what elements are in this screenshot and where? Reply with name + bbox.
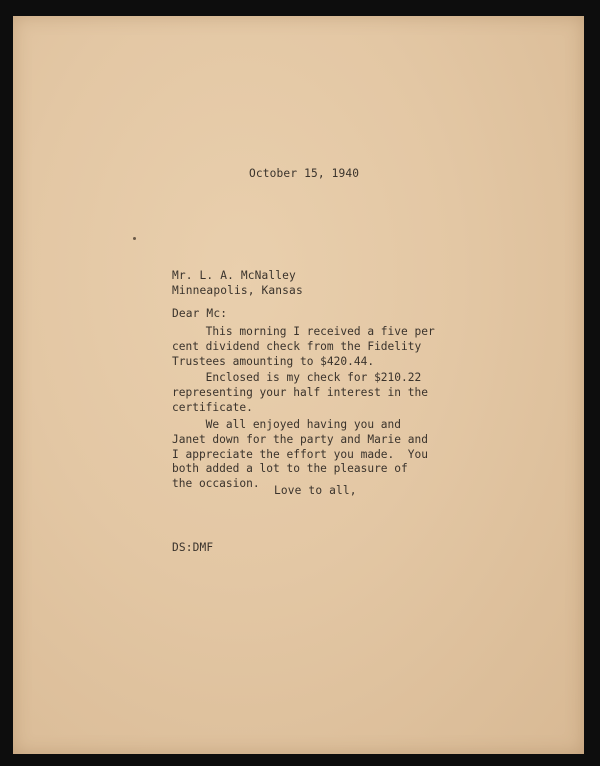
paper-speck	[133, 237, 136, 240]
paragraph-line: We all enjoyed having you and	[172, 418, 402, 431]
paragraph-1	[172, 325, 462, 369]
paragraph-line: This morning I received a five per	[172, 325, 435, 338]
salutation: Dear Mc:	[172, 307, 228, 320]
paragraph-line: representing your half interest in the	[172, 385, 428, 399]
paragraph-line: Trustees amounting to $420.44.	[172, 354, 375, 368]
letter-date: October 15, 1940	[249, 167, 360, 180]
letter-page	[13, 16, 584, 754]
closing: Love to all,	[274, 484, 357, 497]
paragraph-2	[172, 371, 462, 415]
recipient-name: Mr. L. A. McNalley	[172, 269, 296, 282]
paragraph-line: Janet down for the party and Marie and	[172, 432, 428, 446]
paragraph-line: the occasion.	[172, 477, 260, 491]
paragraph-line: cent dividend check from the Fidelity	[172, 339, 422, 353]
recipient-location: Minneapolis, Kansas	[172, 284, 303, 297]
paragraph-line: both added a lot to the pleasure of	[172, 462, 408, 476]
paragraph-3	[172, 418, 462, 492]
typist-initials: DS:DMF	[172, 541, 214, 554]
paragraph-line: I appreciate the effort you made. You	[172, 447, 428, 461]
paragraph-line: Enclosed is my check for $210.22	[172, 371, 422, 384]
paragraph-line: certificate.	[172, 400, 253, 414]
